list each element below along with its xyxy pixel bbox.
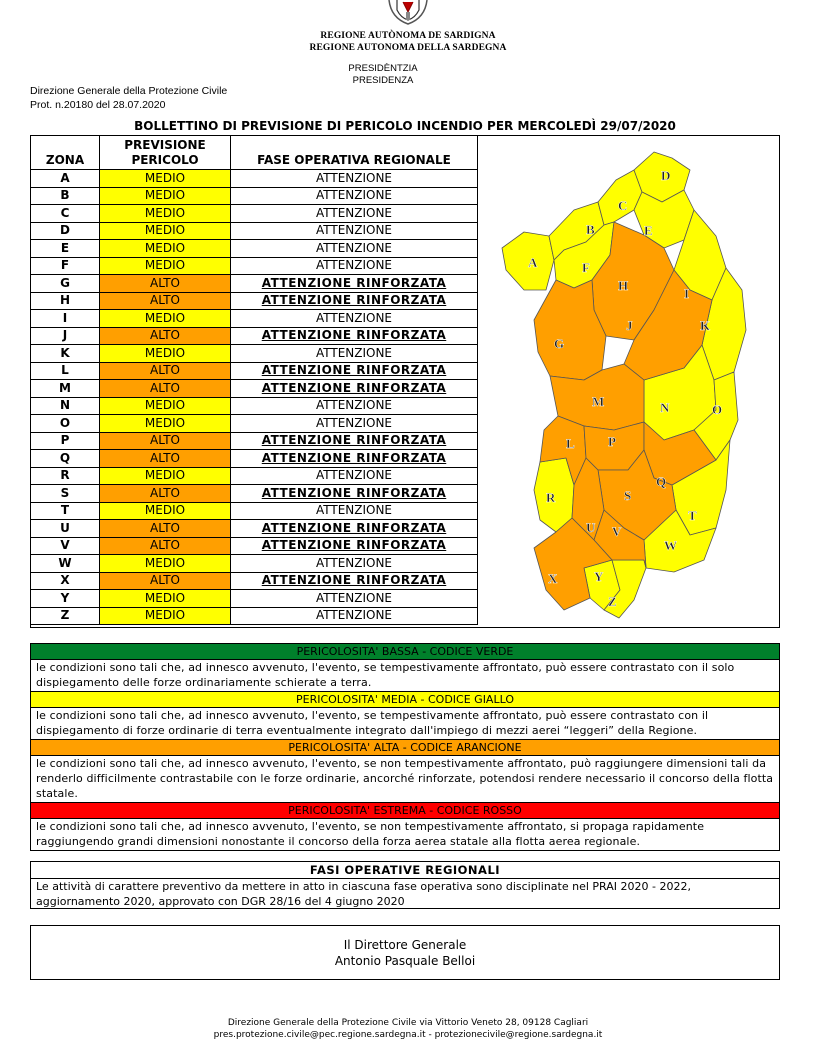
zone-operational-phase: ATTENZIONE	[231, 502, 478, 520]
zone-code: W	[31, 555, 100, 573]
zone-code: N	[31, 397, 100, 415]
map-label: E	[644, 223, 653, 238]
zone-operational-phase: ATTENZIONE	[231, 257, 478, 275]
legend-extreme-title: PERICOLOSITA' ESTREMA - CODICE ROSSO	[31, 803, 779, 819]
zone-code: L	[31, 362, 100, 380]
zone-hazard-level: MEDIO	[100, 257, 231, 275]
operational-phases-box	[30, 861, 780, 909]
map-label: J	[626, 318, 633, 333]
zone-table-header	[31, 136, 478, 170]
zone-operational-phase: ATTENZIONE RINFORZATA	[231, 327, 478, 345]
legend-high-title: PERICOLOSITA' ALTA - CODICE ARANCIONE	[31, 740, 779, 756]
region-name-sardinian: REGIONE AUTÒNOMA DE SARDIGNA	[320, 31, 496, 41]
legend-low-text: le condizioni sono tali che, ad innesco avvenuto, l'evento, se tempestivamente affrontato, può essere contrastato con il solo dispiegamento delle forze ordinariamente schierate a terra.	[31, 660, 779, 692]
legend-medium-text: le condizioni sono tali che, ad innesco avvenuto, l'evento, se tempestivamente affrontato, può essere contrastato con il dispiegamento di forze ordinarie di terra eventualmente integrato dall'impiego di mezzi aerei “leggeri” della Regione.	[31, 708, 779, 740]
map-label: R	[546, 490, 556, 505]
column-header-phase: FASE OPERATIVA REGIONALE	[231, 136, 478, 170]
zone-row	[31, 257, 478, 275]
zone-hazard-level: MEDIO	[100, 467, 231, 485]
zone-code: Y	[31, 590, 100, 608]
zone-operational-phase: ATTENZIONE RINFORZATA	[231, 362, 478, 380]
zone-operational-phase: ATTENZIONE	[231, 345, 478, 363]
presidency-italian: PRESIDENZA	[352, 75, 414, 86]
zone-code: I	[31, 310, 100, 328]
zone-row	[31, 607, 478, 625]
zone-operational-phase: ATTENZIONE RINFORZATA	[231, 520, 478, 538]
zone-row	[31, 590, 478, 608]
direction-name: Direzione Generale della Protezione Civile	[30, 85, 228, 97]
signature-box	[30, 925, 780, 980]
zone-row	[31, 397, 478, 415]
zone-operational-phase: ATTENZIONE RINFORZATA	[231, 432, 478, 450]
zone-row	[31, 572, 478, 590]
zone-hazard-level: MEDIO	[100, 555, 231, 573]
signature-name: Antonio Pasquale Belloi	[334, 954, 476, 968]
zone-operational-phase: ATTENZIONE	[231, 222, 478, 240]
zone-hazard-level: MEDIO	[100, 205, 231, 223]
footer-address: Direzione Generale della Protezione Civile via Vittorio Veneto 28, 09128 Cagliari	[227, 1018, 589, 1028]
zone-code: E	[31, 240, 100, 258]
map-label: D	[661, 168, 671, 183]
zone-row	[31, 380, 478, 398]
zone-code: R	[31, 467, 100, 485]
zone-operational-phase: ATTENZIONE RINFORZATA	[231, 537, 478, 555]
zone-code: A	[31, 170, 100, 188]
zone-operational-phase: ATTENZIONE	[231, 170, 478, 188]
zone-hazard-level: MEDIO	[100, 590, 231, 608]
zone-operational-phase: ATTENZIONE	[231, 555, 478, 573]
map-label: P	[608, 434, 616, 449]
zone-hazard-level: ALTO	[100, 520, 231, 538]
zone-operational-phase: ATTENZIONE RINFORZATA	[231, 275, 478, 293]
zone-operational-phase: ATTENZIONE	[231, 467, 478, 485]
zone-hazard-level: ALTO	[100, 432, 231, 450]
zone-operational-phase: ATTENZIONE RINFORZATA	[231, 292, 478, 310]
zone-hazard-level: ALTO	[100, 380, 231, 398]
zone-operational-phase: ATTENZIONE	[231, 310, 478, 328]
zone-operational-phase: ATTENZIONE RINFORZATA	[231, 485, 478, 503]
zone-hazard-level: ALTO	[100, 537, 231, 555]
zone-row	[31, 555, 478, 573]
zone-operational-phase: ATTENZIONE RINFORZATA	[231, 450, 478, 468]
zone-hazard-level: MEDIO	[100, 345, 231, 363]
map-label: F	[582, 260, 590, 275]
zone-code: M	[31, 380, 100, 398]
zone-code: H	[31, 292, 100, 310]
zone-row	[31, 432, 478, 450]
zone-row	[31, 292, 478, 310]
map-label: O	[712, 402, 723, 417]
zone-row	[31, 467, 478, 485]
map-label: T	[688, 508, 697, 523]
map-label: N	[660, 400, 670, 415]
zone-code: J	[31, 327, 100, 345]
zone-code: O	[31, 415, 100, 433]
map-label: Q	[656, 474, 667, 489]
legend-medium-title: PERICOLOSITA' MEDIA - CODICE GIALLO	[31, 692, 779, 708]
zone-operational-phase: ATTENZIONE	[231, 397, 478, 415]
zone-row	[31, 450, 478, 468]
zone-hazard-level: ALTO	[100, 327, 231, 345]
zone-code: K	[31, 345, 100, 363]
zone-row	[31, 520, 478, 538]
zone-row	[31, 205, 478, 223]
column-header-forecast-line2: PERICOLO	[131, 153, 199, 167]
zone-code: F	[31, 257, 100, 275]
zone-operational-phase: ATTENZIONE	[231, 240, 478, 258]
legend-high-text: le condizioni sono tali che, ad innesco avvenuto, l'evento, se non tempestivamente affrontato, può raggiungere dimensioni tali da renderlo difficilmente contrastabile con le forze ordinarie, ancorché rinforzate, potendosi rendere necessario il concorso della flotta statale.	[31, 756, 779, 803]
zone-hazard-level: ALTO	[100, 292, 231, 310]
zone-hazard-level: MEDIO	[100, 502, 231, 520]
page-footer	[0, 1017, 816, 1041]
zone-hazard-level: MEDIO	[100, 240, 231, 258]
zone-operational-phase: ATTENZIONE RINFORZATA	[231, 572, 478, 590]
zone-hazard-level: MEDIO	[100, 397, 231, 415]
zone-code: S	[31, 485, 100, 503]
zone-code: P	[31, 432, 100, 450]
zone-operational-phase: ATTENZIONE	[231, 590, 478, 608]
zone-hazard-level: MEDIO	[100, 607, 231, 625]
zone-row	[31, 310, 478, 328]
presidency-sardinian: PRESIDÈNTZIA	[348, 63, 418, 74]
region-emblem	[371, 0, 445, 26]
map-label: G	[554, 336, 565, 351]
zone-row	[31, 275, 478, 293]
legend-extreme-text: le condizioni sono tali che, ad innesco avvenuto, l'evento, se non tempestivamente affrontato, si propaga rapidamente raggiungendo grandi dimensioni nonostante il concorso della forza aerea statale alla flotta aerea regionale.	[36, 820, 705, 848]
column-header-forecast-line1: PREVISIONE	[124, 138, 206, 152]
zone-row	[31, 537, 478, 555]
zone-row	[31, 187, 478, 205]
map-label: S	[624, 488, 632, 503]
zone-row	[31, 502, 478, 520]
zone-code: G	[31, 275, 100, 293]
sardinia-zone-map	[494, 140, 777, 625]
map-label: I	[684, 286, 690, 301]
map-label: M	[592, 394, 605, 409]
column-header-forecast	[100, 136, 231, 170]
bulletin-title: BOLLETTINO DI PREVISIONE DI PERICOLO INCENDIO PER MERCOLEDÌ 29/07/2020	[134, 119, 676, 133]
zone-row	[31, 240, 478, 258]
map-label: C	[618, 198, 628, 213]
operational-phases-text: Le attività di carattere preventivo da mettere in atto in ciascuna fase operativa sono disciplinate nel PRAI 2020 - 2022, aggiornamento 2020, approvato con DGR 28/16 del 4 giugno 2020	[36, 880, 691, 908]
footer-emails: pres.protezione.civile@pec.regione.sardegna.it - protezionecivile@regione.sardegna.it	[213, 1030, 603, 1040]
zone-hazard-level: MEDIO	[100, 415, 231, 433]
zone-hazard-level: MEDIO	[100, 170, 231, 188]
map-label: H	[618, 278, 629, 293]
zone-code: T	[31, 502, 100, 520]
hazard-legend	[30, 643, 780, 851]
zone-row	[31, 327, 478, 345]
zone-code: B	[31, 187, 100, 205]
protocol-number: Prot. n.20180 del 28.07.2020	[30, 99, 166, 111]
zone-row	[31, 485, 478, 503]
zone-hazard-level: MEDIO	[100, 187, 231, 205]
map-label: A	[528, 255, 538, 270]
zone-code: C	[31, 205, 100, 223]
zone-operational-phase: ATTENZIONE	[231, 205, 478, 223]
zone-code: Z	[31, 607, 100, 625]
map-label: L	[566, 436, 575, 451]
zone-operational-phase: ATTENZIONE RINFORZATA	[231, 380, 478, 398]
zone-operational-phase: ATTENZIONE	[231, 415, 478, 433]
zone-table-body	[31, 170, 478, 625]
zone-row	[31, 362, 478, 380]
zone-operational-phase: ATTENZIONE	[231, 607, 478, 625]
zone-code: Q	[31, 450, 100, 468]
zone-code: D	[31, 222, 100, 240]
zone-row	[31, 415, 478, 433]
zone-operational-phase: ATTENZIONE	[231, 187, 478, 205]
operational-phases-title: FASI OPERATIVE REGIONALI	[31, 862, 779, 879]
zone-row	[31, 222, 478, 240]
map-label: X	[548, 571, 558, 586]
zone-hazard-level: MEDIO	[100, 222, 231, 240]
map-label: W	[664, 538, 677, 553]
region-name-italian: REGIONE AUTONOMA DELLA SARDEGNA	[309, 43, 507, 53]
map-label: Y	[594, 569, 604, 584]
map-label: B	[586, 222, 595, 237]
zone-hazard-level: ALTO	[100, 275, 231, 293]
map-label: Z	[608, 594, 617, 609]
zone-hazard-level: ALTO	[100, 362, 231, 380]
zone-code: U	[31, 520, 100, 538]
map-label: U	[586, 520, 596, 535]
zone-hazard-level: MEDIO	[100, 310, 231, 328]
column-header-zone: ZONA	[31, 136, 100, 170]
zone-code: V	[31, 537, 100, 555]
map-label: K	[700, 318, 711, 333]
map-label: V	[612, 524, 622, 539]
zone-row	[31, 170, 478, 188]
zone-code: X	[31, 572, 100, 590]
signature-role: Il Direttore Generale	[343, 938, 467, 952]
zone-row	[31, 345, 478, 363]
zone-hazard-level: ALTO	[100, 572, 231, 590]
zone-table	[30, 135, 478, 625]
zone-hazard-level: ALTO	[100, 450, 231, 468]
zone-hazard-level: ALTO	[100, 485, 231, 503]
legend-low-title: PERICOLOSITA' BASSA - CODICE VERDE	[31, 644, 779, 660]
